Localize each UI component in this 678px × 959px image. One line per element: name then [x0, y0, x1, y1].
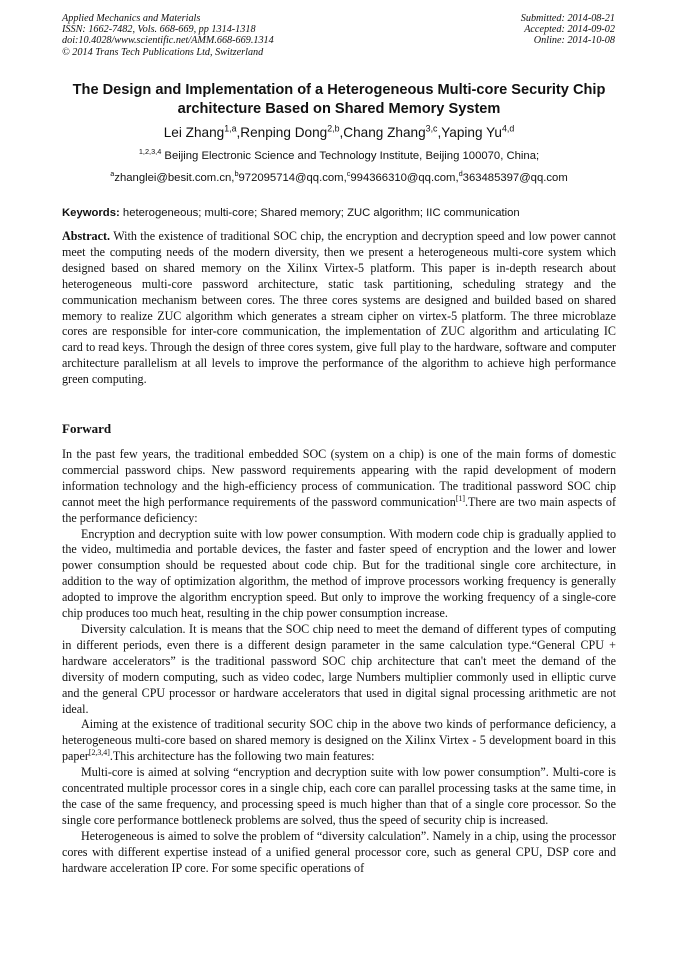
online-date: Online: 2014-10-08: [533, 35, 615, 47]
author-name: Yaping Yu: [441, 125, 502, 140]
paragraph: Diversity calculation. It is means that the SOC chip need to meet the demand of different types of computing in different periods, even there is a different design parameter in the same calculation type.“General CPU + hardware accelerators” is the traditional password SOC chip architecture that can't meet the demand of the diversity of modern computing, such as video codec, large Numbers multiplier commonly used in elliptic curve and the general CPU processor or hardware accelerators that used in digital signal processing arithmetic are not ideal.: [62, 621, 616, 716]
abstract-label: Abstract.: [62, 229, 111, 243]
paragraph: Encryption and decryption suite with low power consumption. With modern code chip is gradually applied to the video, multimedia and portable devices, the faster and faster speed of encryption and the lower and lower power consumption should be requested about code chip. But for the traditional single core architecture, in addition to the way of optimization algorithm, the method of improve processors working frequency is generally adopted to improve the algorithm encryption speed. But only to improve the working frequency of a single-core chip produces too much heat, resulting in the chip power consumption increase.: [62, 526, 616, 621]
email-address: zhanglei@besit.com.cn,: [114, 172, 235, 184]
citation: [1]: [455, 493, 466, 503]
submitted-date: Submitted: 2014-08-21: [520, 13, 615, 24]
author-name: Chang Zhang: [343, 125, 426, 140]
copyright-line: © 2014 Trans Tech Publications Ltd, Switzerland: [62, 46, 264, 58]
journal-header: [62, 13, 274, 58]
journal-name: Applied Mechanics and Materials: [62, 13, 201, 24]
abstract: [62, 229, 616, 388]
paragraph: Heterogeneous is aimed to solve the problem of “diversity calculation”. Namely in a chip, using the processor cores with different expertise instead of a unified general processor core, such as general CPU, DSP core and hardware acceleration IP core. For some specific operations of: [62, 828, 616, 875]
email-list: [40, 169, 638, 184]
affiliation-text: Beijing Electronic Science and Technology Institute, Beijing 100070, China;: [164, 150, 540, 162]
author-list: Lei Zhang$^{1,a}$,Renping Dong$^{2,b}$,Chang Zhang$^{3,c}$,Yaping Yu$^{4,d}$: [163, 123, 515, 140]
email-mark: a: [110, 169, 115, 179]
affiliation-mark: 1,2,3,4: [138, 147, 162, 157]
section-heading: Forward: [62, 421, 112, 436]
author-name: Renping Dong: [240, 125, 328, 140]
author-affiliation-mark: 3,c: [425, 123, 438, 134]
email-mark: d: [458, 169, 463, 179]
email-mark: b: [234, 169, 239, 179]
keywords: [62, 207, 616, 219]
accepted-date: Accepted: 2014-09-02: [524, 24, 615, 36]
forward-section: [62, 447, 616, 876]
issn-line: ISSN: 1662-7482, Vols. 668-669, pp 1314-1318: [62, 24, 256, 36]
author-affiliation-mark: 2,b: [327, 123, 340, 134]
author-affiliation-mark: 4,d: [501, 123, 515, 134]
email-address: 994366310@qq.com,: [350, 172, 459, 184]
keywords-text: heterogeneous; multi-core; Shared memory; ZUC algorithm; IIC communication: [122, 207, 520, 219]
doi-line: doi:10.4028/www.scientific.net/AMM.668-669.1314: [62, 35, 274, 47]
paper-title: The Design and Implementation of a Heterogeneous Multi-core Security Chip architecture Based on Shared Memory System: [72, 82, 606, 117]
citation: [2,3,4]: [88, 748, 110, 758]
paragraph: Multi-core is aimed at solving “encryption and decryption suite with low power consumption”. Multi-core is concentrated multiple processor cores in a single chip, each core can parallel processing tasks at the same time, in the case of the same frequency, and processing speed is much higher than that of a single core processor. So the single core performance bottleneck problems are solved, thus the speed of security chip is increased.: [62, 765, 616, 827]
author-affiliation-mark: 1,a: [224, 123, 237, 134]
email-address: 363485397@qq.com: [462, 172, 568, 184]
email-mark: c: [346, 169, 351, 179]
paragraph: In the past few years, the traditional embedded SOC (system on a chip) is one of the main forms of domestic commercial password chips. New password requirements appearing with the rapid development of modern information technology and the high-efficiency process of communication. The traditional password SOC chip cannot meet the high performance requirements of the password communication[1].There are two main aspects of the performance deficiency:: [62, 447, 616, 525]
dates-header: [521, 13, 615, 47]
paragraph: Aiming at the existence of traditional security SOC chip in the above two kinds of performance deficiency, a heterogeneous multi-core based on shared memory is designed on the Xilinx Virtex - 5 development board in this paper[2,3,4].This architecture has the following two main features:: [62, 717, 616, 764]
keywords-label: Keywords:: [62, 207, 120, 219]
email-address: 972095714@qq.com,: [238, 172, 347, 184]
affiliation: [40, 147, 638, 162]
author-name: Lei Zhang: [163, 125, 225, 140]
abstract-text: With the existence of traditional SOC chip, the encryption and decryption speed and low power cannot meet the computing needs of the modern diversity, then we present a heterogeneous multi-core system which designed based on shared memory on the Xilinx Virtex-5 platform. This paper is in-depth research about heterogeneous multi-core password architecture, static task partitioning, scheduling strategy and the communication mechanism between cores. The three cores systems are designed and builded based on shared memory to realize ZUC algorithm which generates a stream cipher on virtex-5 platform. The three microblaze cores are responsible for inter-core communication, the implementation of ZUC algorithm and articulating IC card to read keys. Through the design of three cores system, give full play to the hardware, software and computer architecture parallelism at all levels to improve the performance of the algorithm to achieve high performance green computing.: [62, 229, 617, 387]
